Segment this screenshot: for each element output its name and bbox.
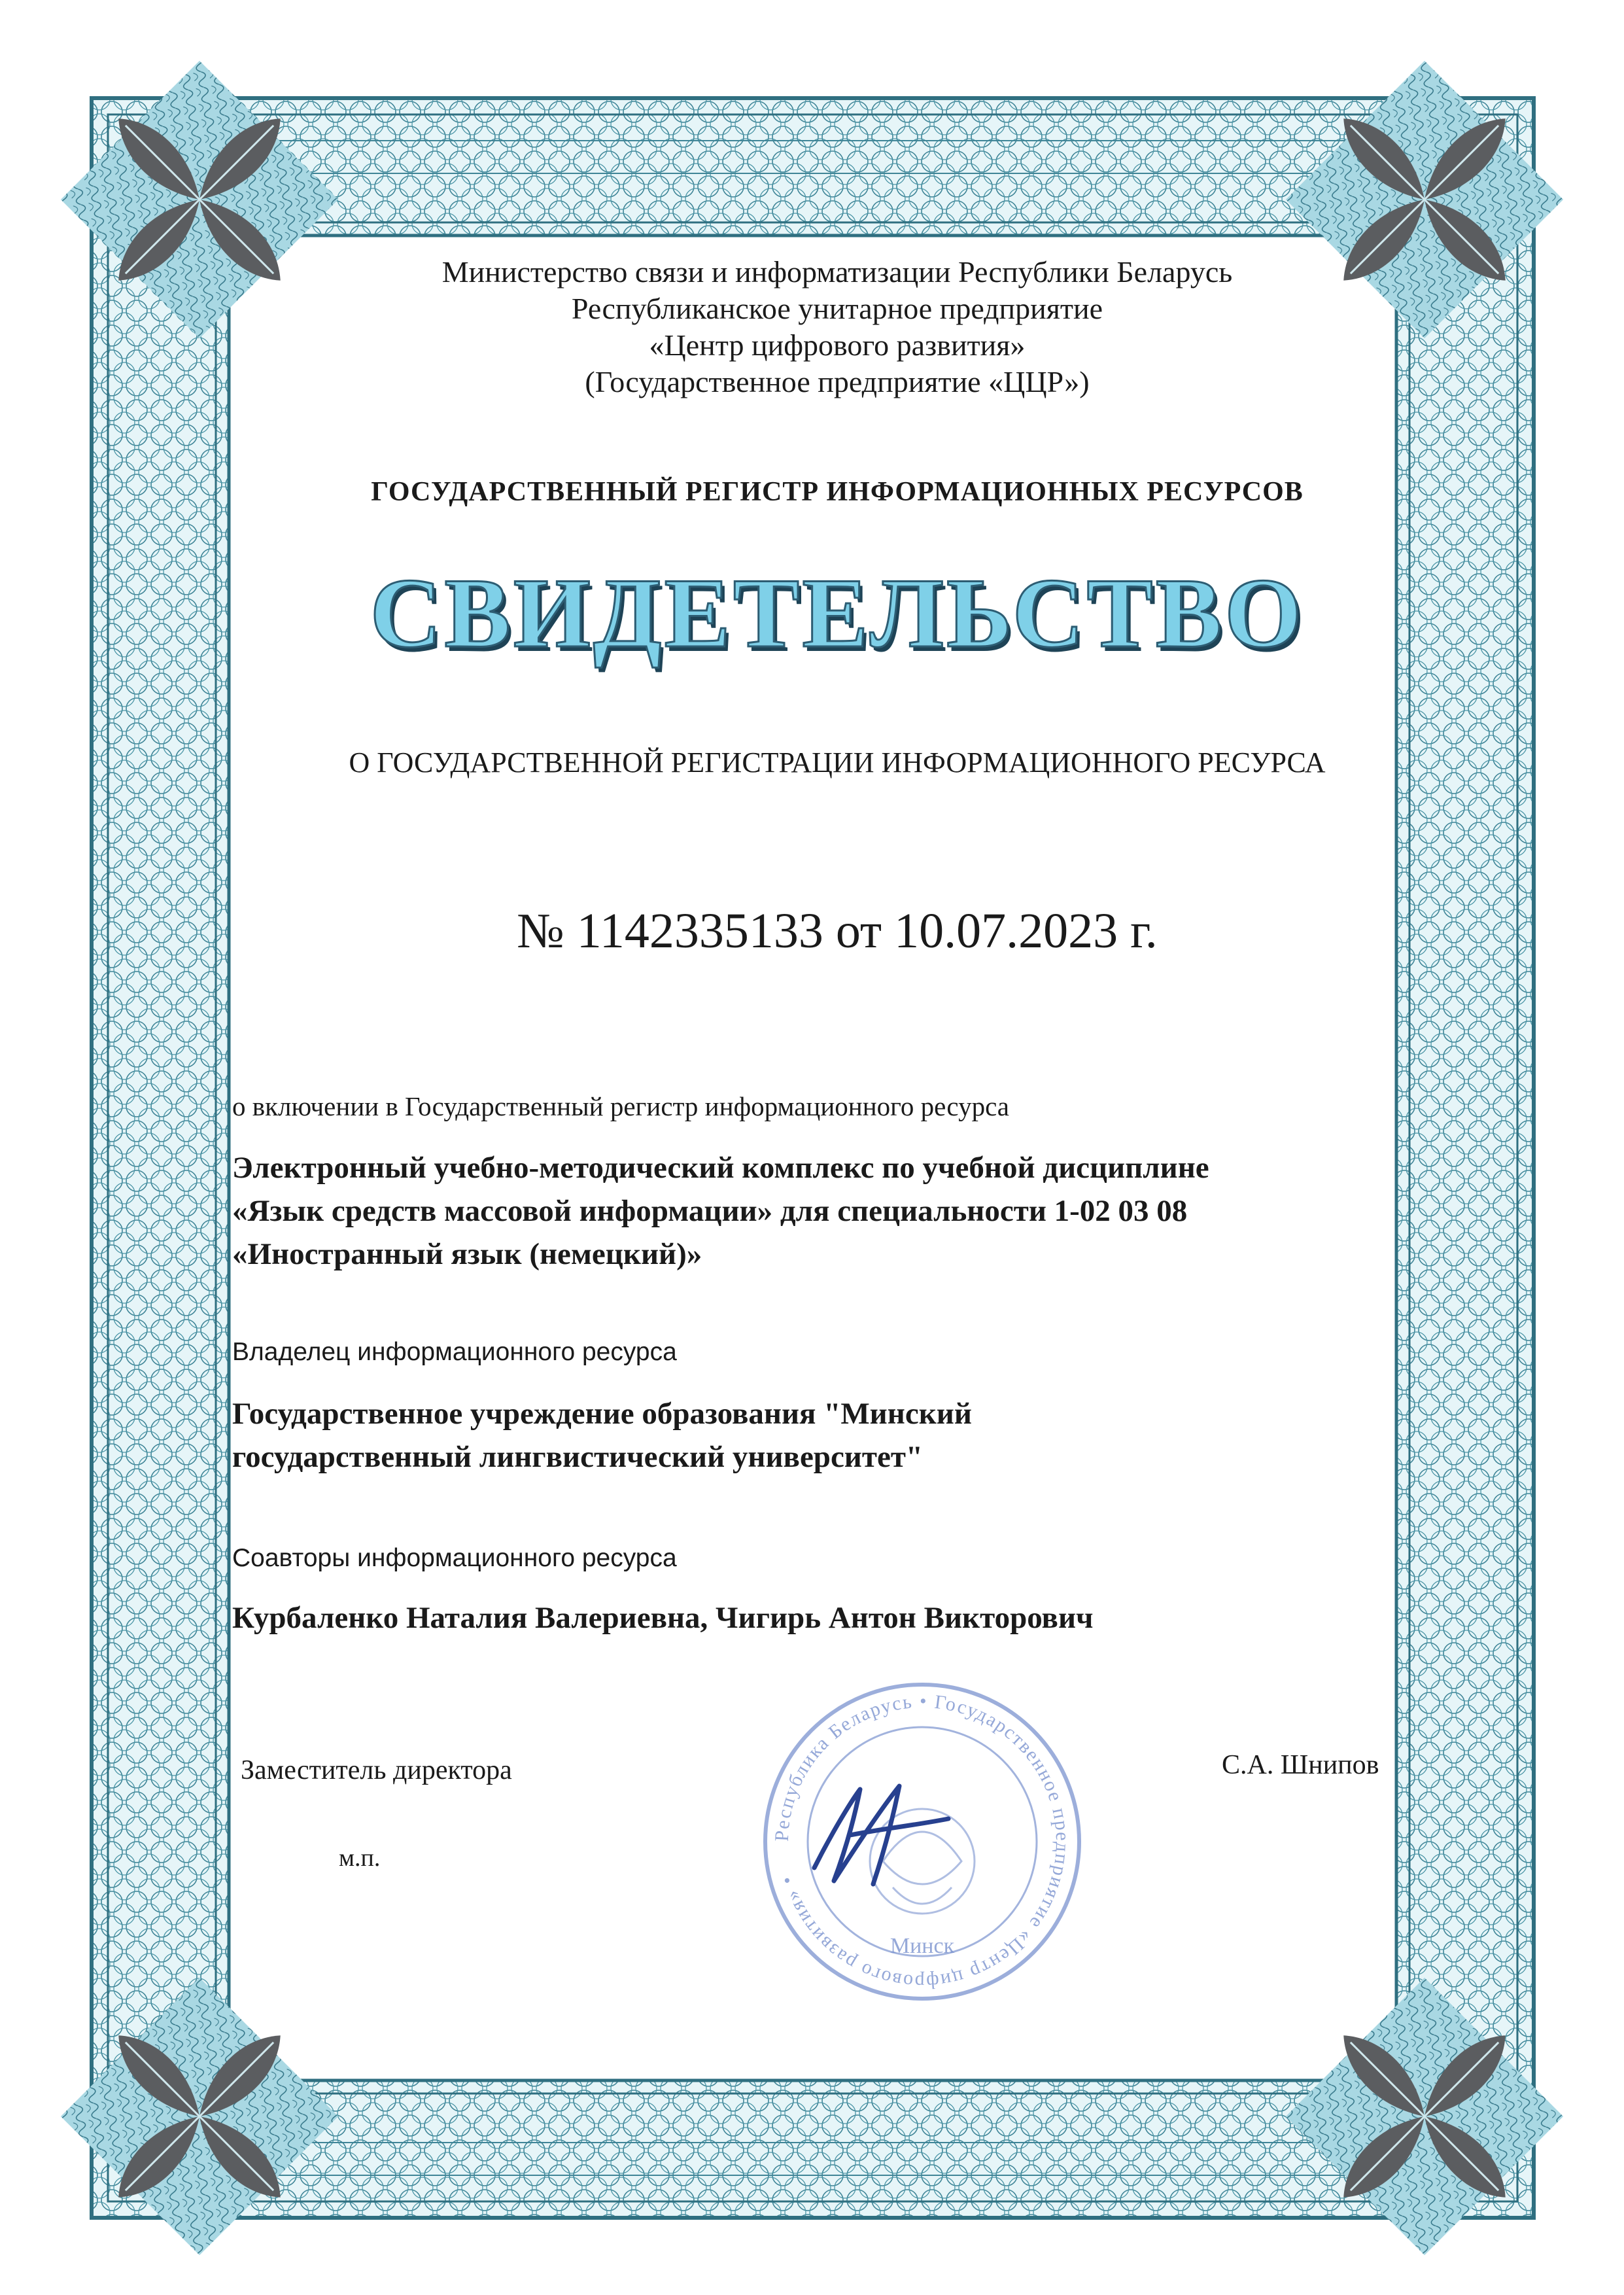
resource-name: [232, 1146, 1442, 1276]
resource-name-line-1: Электронный учебно-методический комплекс по учебной дисциплине: [232, 1151, 1209, 1185]
handwritten-signature: [814, 1786, 948, 1884]
seal-mark: м.п.: [339, 1844, 381, 1872]
coauthors-label: Соавторы информационного ресурса: [232, 1544, 677, 1572]
registration-number: № 1142335133 от 10.07.2023 г.: [517, 903, 1158, 958]
owner-label: Владелец информационного ресурса: [232, 1338, 677, 1366]
register-heading: ГОСУДАРСТВЕННЫЙ РЕГИСТР ИНФОРМАЦИОННЫХ РЕСУРСОВ: [371, 477, 1304, 507]
issuer-line-2: Республиканское унитарное предприятие: [571, 292, 1103, 325]
inclusion-label: о включении в Государственный регистр информационного ресурса: [232, 1091, 1009, 1121]
issuer-line-1: Министерство связи и информатизации Республики Беларусь: [441, 255, 1233, 289]
owner-name-line-2: государственный лингвистический университет": [232, 1440, 924, 1474]
document-subtitle: О ГОСУДАРСТВЕННОЙ РЕГИСТРАЦИИ ИНФОРМАЦИОННОГО РЕСУРСА: [349, 746, 1326, 779]
stamp-ring-text: Республика Беларусь • Государственное предприятие «Центр цифрового развития» •: [770, 1690, 1074, 1993]
document-title: СВИДЕТЕЛЬСТВО: [370, 558, 1305, 668]
resource-name-line-3: «Иностранный язык (немецкий)»: [232, 1237, 702, 1271]
issuer-line-4: (Государственное предприятие «ЦЦР»): [585, 365, 1090, 398]
stamp-city: Минск: [890, 1934, 955, 1958]
issuer-line-3: «Центр цифрового развития»: [649, 328, 1026, 362]
owner-name: [232, 1392, 1442, 1479]
resource-name-line-2: «Язык средств массовой информации» для специальности 1-02 03 08: [232, 1194, 1188, 1228]
owner-name-line-1: Государственное учреждение образования "Минский: [232, 1397, 972, 1431]
signer-name: С.А. Шнипов: [1222, 1750, 1379, 1780]
official-stamp: [752, 1672, 1092, 2012]
issuer-header: [235, 254, 1439, 400]
coauthors-names: Курбаленко Наталия Валериевна, Чигирь Антон Викторович: [232, 1601, 1094, 1635]
signer-position: Заместитель директора: [241, 1755, 512, 1785]
